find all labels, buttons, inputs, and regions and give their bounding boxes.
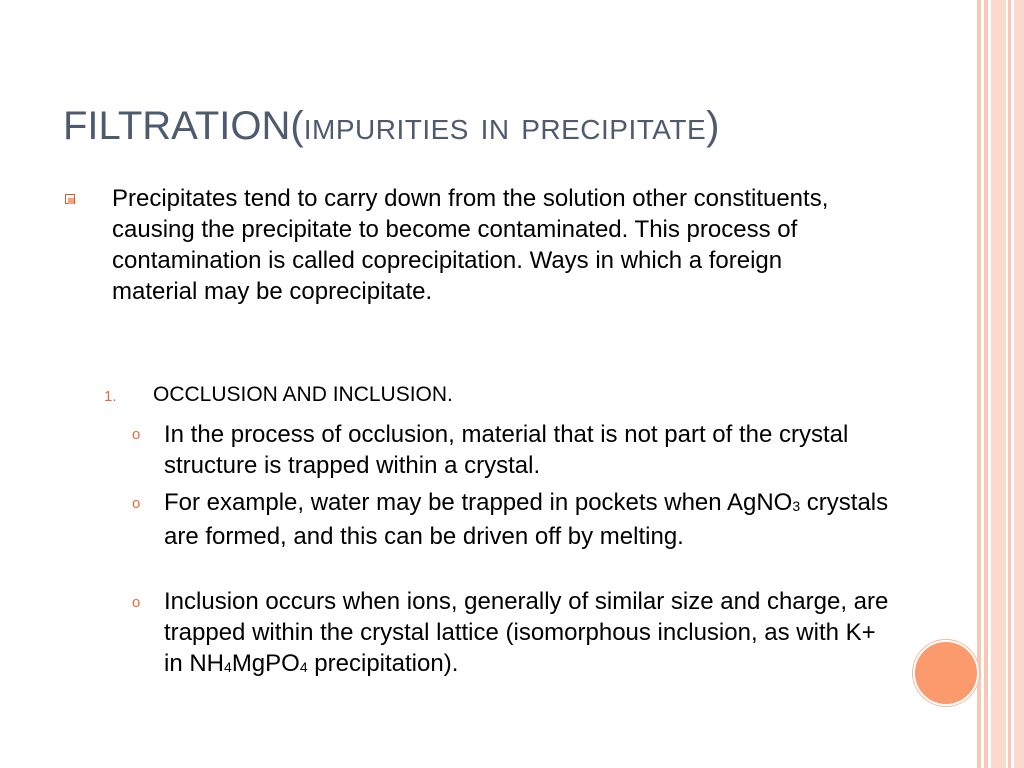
square-bullet-icon <box>65 194 75 204</box>
circle-bullet-icon: o <box>132 495 141 512</box>
slide-title <box>63 104 719 149</box>
circle-bullet-icon: o <box>132 594 141 611</box>
title-close: ) <box>706 104 720 148</box>
title-smallcaps: impurities in precipitate <box>303 104 707 148</box>
circle-bullet-icon: o <box>132 426 141 443</box>
subscript: 3 <box>792 498 801 514</box>
sub-bullet-text: In the process of occlusion, material that is not part of the crystal structure is trapped within a crystal. <box>164 421 849 479</box>
border-stripe <box>991 0 1006 768</box>
border-stripe <box>1014 0 1024 768</box>
numbered-item-text: OCCLUSION AND INCLUSION. <box>153 383 453 406</box>
sub-bullet-text <box>164 487 894 552</box>
border-stripe <box>1008 0 1011 768</box>
border-stripe <box>977 0 981 768</box>
subscript: 4 <box>299 659 308 675</box>
sub-text-before: For example, water may be trapped in pockets when AgNO <box>164 489 793 516</box>
main-bullet-text: Precipitates tend to carry down from the solution other constituents, causing the precipitate to become contaminated. This process of contamination is called coprecipitation. Ways in which a foreign material may be coprecipitate. <box>112 185 829 305</box>
border-stripe <box>984 0 988 768</box>
sub-text-after: precipitation). <box>307 650 459 677</box>
sub-text-mid: MgPO <box>231 650 300 677</box>
sub-text-after: crystals are formed, and this can be driven off by melting. <box>164 489 889 550</box>
subscript: 4 <box>224 659 232 675</box>
sub-bullet-text <box>164 586 894 682</box>
title-main: FILTRATION( <box>63 104 304 148</box>
sub-text-before: Inclusion occurs when ions, generally of similar size and charge, are trapped within the crystal lattice (isomorphous inclusion, as with K+ in NH <box>164 588 889 677</box>
list-number: 1. <box>104 388 117 405</box>
decorative-circle <box>913 640 979 706</box>
